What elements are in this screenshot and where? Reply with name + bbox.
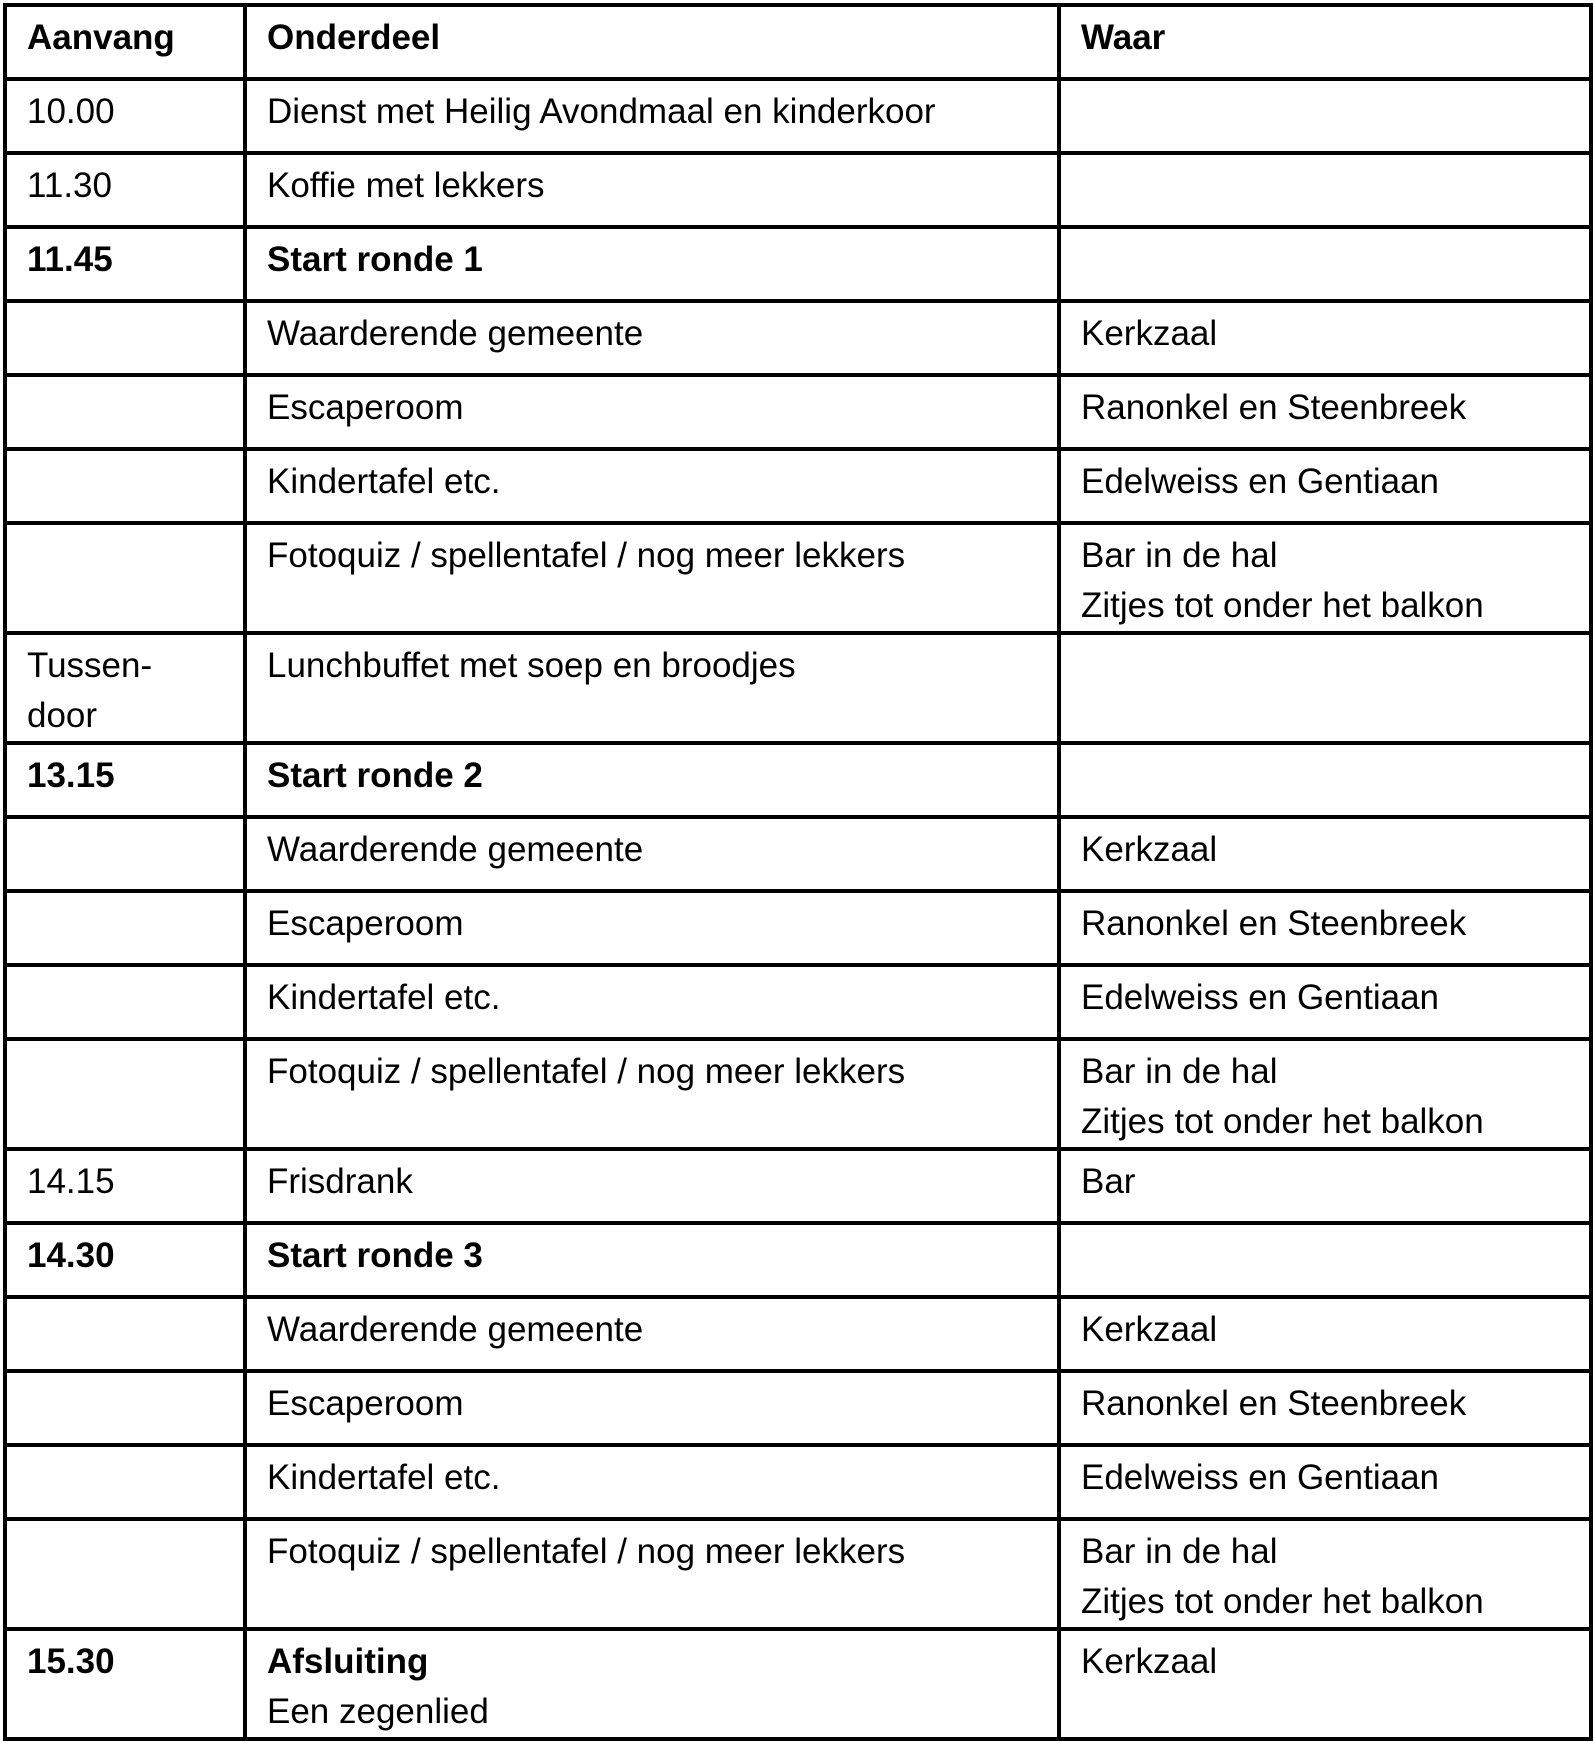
place-cell bbox=[1059, 227, 1591, 301]
item-text: Waarderende gemeente bbox=[267, 314, 644, 353]
item-cell bbox=[245, 1149, 1059, 1223]
table-row bbox=[5, 1039, 1591, 1149]
place-text: Bar bbox=[1081, 1162, 1136, 1201]
place-cell bbox=[1059, 965, 1591, 1039]
place-cell bbox=[1059, 449, 1591, 523]
place-text: Kerkzaal bbox=[1081, 1642, 1218, 1681]
place-text: Kerkzaal bbox=[1081, 314, 1218, 353]
item-text: Afsluiting bbox=[267, 1642, 429, 1681]
item-cell bbox=[245, 965, 1059, 1039]
time-cell bbox=[5, 449, 245, 523]
table-row bbox=[5, 1371, 1591, 1445]
item-text: Lunchbuffet met soep en broodjes bbox=[267, 646, 796, 685]
item-cell bbox=[245, 1629, 1059, 1739]
time-cell bbox=[5, 153, 245, 227]
header-onderdeel: Onderdeel bbox=[245, 5, 1059, 79]
place-cell bbox=[1059, 817, 1591, 891]
item-cell bbox=[245, 1297, 1059, 1371]
item-cell bbox=[245, 227, 1059, 301]
time-cell bbox=[5, 1223, 245, 1297]
time-cell bbox=[5, 1371, 245, 1445]
place-text: Edelweiss en Gentiaan bbox=[1081, 462, 1439, 501]
place-cell bbox=[1059, 1297, 1591, 1371]
schedule-table bbox=[3, 3, 1593, 1741]
time-cell bbox=[5, 633, 245, 743]
time-cell bbox=[5, 523, 245, 633]
place-cell bbox=[1059, 1223, 1591, 1297]
time-text: 11.45 bbox=[27, 240, 113, 279]
item-text: Frisdrank bbox=[267, 1162, 413, 1201]
item-text: Escaperoom bbox=[267, 1384, 464, 1423]
time-cell bbox=[5, 1519, 245, 1629]
header-aanvang: Aanvang bbox=[5, 5, 245, 79]
table-row bbox=[5, 1149, 1591, 1223]
table-row bbox=[5, 1445, 1591, 1519]
time-text: 11.30 bbox=[27, 166, 112, 205]
place-cell bbox=[1059, 1445, 1591, 1519]
item-text: Escaperoom bbox=[267, 904, 464, 943]
place-cell bbox=[1059, 633, 1591, 743]
place-cell bbox=[1059, 523, 1591, 633]
table-row bbox=[5, 817, 1591, 891]
schedule-body bbox=[5, 79, 1591, 1739]
item-cell bbox=[245, 1039, 1059, 1149]
item-text: Escaperoom bbox=[267, 388, 464, 427]
item-cell bbox=[245, 1445, 1059, 1519]
table-row bbox=[5, 1223, 1591, 1297]
time-cell bbox=[5, 743, 245, 817]
place-text: Bar in de hal bbox=[1081, 1052, 1278, 1091]
place-text: Ranonkel en Steenbreek bbox=[1081, 1384, 1467, 1423]
place-text: Ranonkel en Steenbreek bbox=[1081, 904, 1467, 943]
place-text: Zitjes tot onder het balkon bbox=[1081, 586, 1484, 625]
time-text: 14.30 bbox=[27, 1236, 115, 1275]
item-text: Start ronde 2 bbox=[267, 756, 483, 795]
item-text: Waarderende gemeente bbox=[267, 830, 644, 869]
item-cell bbox=[245, 1223, 1059, 1297]
item-cell bbox=[245, 817, 1059, 891]
place-text: Kerkzaal bbox=[1081, 1310, 1218, 1349]
item-cell bbox=[245, 301, 1059, 375]
place-cell bbox=[1059, 1371, 1591, 1445]
time-text: Tussen- door bbox=[27, 646, 153, 735]
time-cell bbox=[5, 227, 245, 301]
place-cell bbox=[1059, 891, 1591, 965]
time-cell bbox=[5, 375, 245, 449]
table-row bbox=[5, 1297, 1591, 1371]
time-cell bbox=[5, 965, 245, 1039]
place-text: Kerkzaal bbox=[1081, 830, 1218, 869]
item-text: Kindertafel etc. bbox=[267, 978, 501, 1017]
place-cell bbox=[1059, 1149, 1591, 1223]
item-text: Fotoquiz / spellentafel / nog meer lekkers bbox=[267, 1052, 906, 1091]
table-row bbox=[5, 891, 1591, 965]
item-cell bbox=[245, 743, 1059, 817]
place-cell bbox=[1059, 1519, 1591, 1629]
place-cell bbox=[1059, 1039, 1591, 1149]
time-text: 10.00 bbox=[27, 92, 115, 131]
time-cell bbox=[5, 817, 245, 891]
table-row bbox=[5, 1629, 1591, 1739]
time-cell bbox=[5, 301, 245, 375]
table-row bbox=[5, 1519, 1591, 1629]
table-row bbox=[5, 153, 1591, 227]
item-text: Waarderende gemeente bbox=[267, 1310, 644, 1349]
item-cell bbox=[245, 79, 1059, 153]
item-text: Fotoquiz / spellentafel / nog meer lekkers bbox=[267, 536, 906, 575]
time-text: 13.15 bbox=[27, 756, 115, 795]
item-cell bbox=[245, 449, 1059, 523]
place-text: Bar in de hal bbox=[1081, 536, 1278, 575]
item-cell bbox=[245, 1519, 1059, 1629]
time-cell bbox=[5, 891, 245, 965]
item-text: Een zegenlied bbox=[267, 1692, 489, 1731]
time-text: 15.30 bbox=[27, 1642, 115, 1681]
place-text: Zitjes tot onder het balkon bbox=[1081, 1102, 1484, 1141]
time-text: 14.15 bbox=[27, 1162, 115, 1201]
time-cell bbox=[5, 79, 245, 153]
item-text: Dienst met Heilig Avondmaal en kinderkoor bbox=[267, 92, 936, 131]
item-cell bbox=[245, 523, 1059, 633]
table-row bbox=[5, 375, 1591, 449]
place-cell bbox=[1059, 743, 1591, 817]
item-cell bbox=[245, 633, 1059, 743]
place-text: Bar in de hal bbox=[1081, 1532, 1278, 1571]
place-text: Edelweiss en Gentiaan bbox=[1081, 978, 1439, 1017]
table-row bbox=[5, 633, 1591, 743]
time-cell bbox=[5, 1039, 245, 1149]
item-cell bbox=[245, 1371, 1059, 1445]
place-cell bbox=[1059, 1629, 1591, 1739]
item-text: Kindertafel etc. bbox=[267, 1458, 501, 1497]
item-text: Koffie met lekkers bbox=[267, 166, 545, 205]
time-cell bbox=[5, 1629, 245, 1739]
place-cell bbox=[1059, 79, 1591, 153]
item-cell bbox=[245, 891, 1059, 965]
place-text: Ranonkel en Steenbreek bbox=[1081, 388, 1467, 427]
time-cell bbox=[5, 1445, 245, 1519]
place-cell bbox=[1059, 301, 1591, 375]
item-cell bbox=[245, 375, 1059, 449]
item-text: Start ronde 1 bbox=[267, 240, 483, 279]
table-row bbox=[5, 743, 1591, 817]
header-row bbox=[5, 5, 1591, 79]
table-row bbox=[5, 523, 1591, 633]
table-row bbox=[5, 301, 1591, 375]
place-text: Edelweiss en Gentiaan bbox=[1081, 1458, 1439, 1497]
time-cell bbox=[5, 1297, 245, 1371]
item-cell bbox=[245, 153, 1059, 227]
table-row bbox=[5, 227, 1591, 301]
time-cell bbox=[5, 1149, 245, 1223]
place-cell bbox=[1059, 153, 1591, 227]
table-row bbox=[5, 449, 1591, 523]
place-cell bbox=[1059, 375, 1591, 449]
table-row bbox=[5, 965, 1591, 1039]
header-waar: Waar bbox=[1059, 5, 1591, 79]
item-text: Start ronde 3 bbox=[267, 1236, 483, 1275]
item-text: Fotoquiz / spellentafel / nog meer lekkers bbox=[267, 1532, 906, 1571]
item-text: Kindertafel etc. bbox=[267, 462, 501, 501]
table-row bbox=[5, 79, 1591, 153]
place-text: Zitjes tot onder het balkon bbox=[1081, 1582, 1484, 1621]
